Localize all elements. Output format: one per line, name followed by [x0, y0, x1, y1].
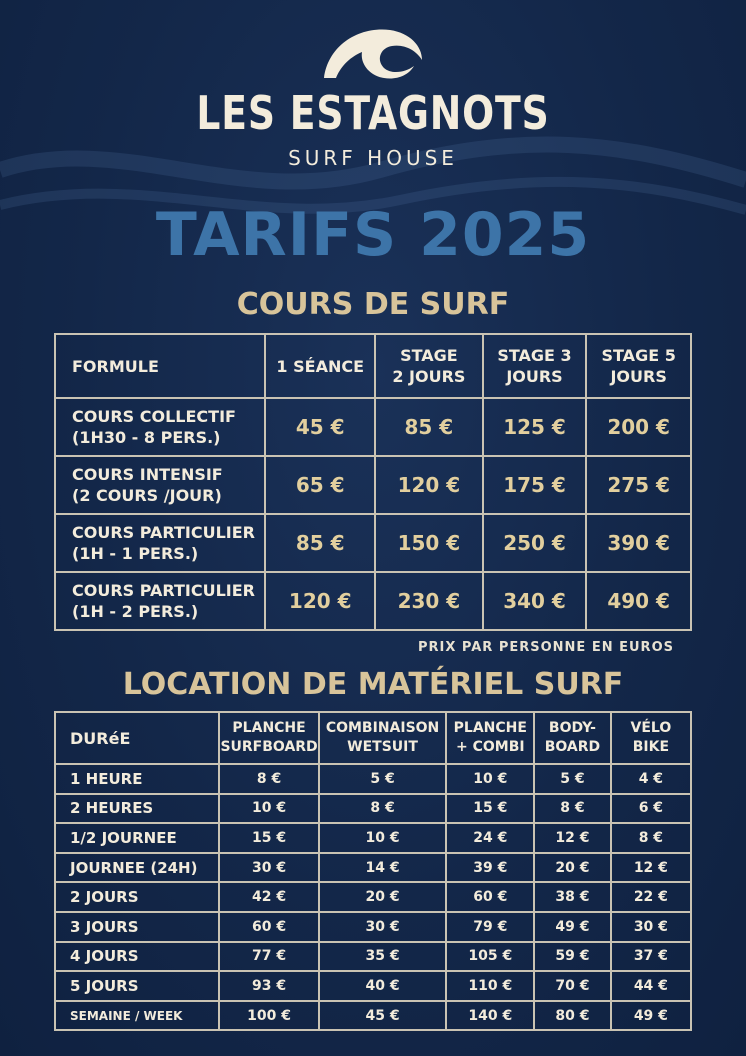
lesson-detail: (2 COURS /JOUR): [72, 486, 222, 505]
rental-section-title: LOCATION DE MATÉRIEL SURF: [122, 667, 624, 702]
table-row: [55, 764, 691, 794]
price-cell: 65 €: [265, 456, 375, 514]
price-cell: 39 €: [446, 853, 534, 883]
rental-header-cell: COMBINAISON WETSUIT: [319, 712, 447, 764]
price-cell: 80 €: [534, 1001, 611, 1031]
duration-cell: 1/2 JOURNEE: [55, 823, 219, 853]
price-cell: 12 €: [534, 823, 611, 853]
duration-cell: 5 JOURS: [55, 971, 219, 1001]
lessons-section-title: COURS DE SURF: [236, 287, 510, 322]
lessons-header-cell: STAGE 2 JOURS: [375, 334, 483, 398]
price-cell: 44 €: [611, 971, 691, 1001]
lesson-detail: (1H30 - 8 PERS.): [72, 428, 221, 447]
page-title: TARIFS 2025: [155, 200, 591, 270]
lesson-label: COURS COLLECTIF: [72, 407, 236, 426]
lessons-table: [54, 333, 692, 631]
price-cell: 340 €: [483, 572, 587, 630]
price-cell: 4 €: [611, 764, 691, 794]
price-cell: 175 €: [483, 456, 587, 514]
price-cell: 12 €: [611, 853, 691, 883]
price-cell: 10 €: [446, 764, 534, 794]
price-cell: 37 €: [611, 942, 691, 972]
price-cell: 20 €: [319, 882, 447, 912]
price-cell: 85 €: [265, 514, 375, 572]
rental-header-cell: BODY- BOARD: [534, 712, 611, 764]
price-cell: 93 €: [219, 971, 318, 1001]
price-cell: 10 €: [219, 794, 318, 824]
table-row: [55, 572, 691, 630]
rental-header-cell: DURéE: [55, 712, 219, 764]
price-cell: 49 €: [611, 1001, 691, 1031]
table-row: [55, 912, 691, 942]
table-row: [55, 971, 691, 1001]
brand-subtitle: SURF HOUSE: [288, 146, 458, 170]
lesson-detail: (1H - 2 PERS.): [72, 602, 199, 621]
price-cell: 8 €: [219, 764, 318, 794]
lesson-formula-cell: [55, 514, 265, 572]
lesson-formula-cell: [55, 456, 265, 514]
duration-cell: 4 JOURS: [55, 942, 219, 972]
price-cell: 30 €: [219, 853, 318, 883]
price-cell: 15 €: [219, 823, 318, 853]
price-cell: 14 €: [319, 853, 447, 883]
rental-header-cell: PLANCHE SURFBOARD: [219, 712, 318, 764]
price-cell: 38 €: [534, 882, 611, 912]
price-cell: 42 €: [219, 882, 318, 912]
duration-cell: 2 HEURES: [55, 794, 219, 824]
table-row: [55, 456, 691, 514]
duration-cell: 2 JOURS: [55, 882, 219, 912]
table-row: [55, 514, 691, 572]
price-cell: 77 €: [219, 942, 318, 972]
price-cell: 5 €: [319, 764, 447, 794]
price-cell: 30 €: [611, 912, 691, 942]
price-cell: 5 €: [534, 764, 611, 794]
lessons-header-row: [55, 334, 691, 398]
price-cell: 110 €: [446, 971, 534, 1001]
rental-table: [54, 711, 692, 1031]
table-row: [55, 398, 691, 456]
lesson-formula-cell: [55, 398, 265, 456]
price-cell: 20 €: [534, 853, 611, 883]
price-cell: 45 €: [265, 398, 375, 456]
lessons-header-cell: STAGE 3 JOURS: [483, 334, 587, 398]
lesson-label: COURS INTENSIF: [72, 465, 223, 484]
rental-header-row: [55, 712, 691, 764]
lessons-header-cell: FORMULE: [55, 334, 265, 398]
price-cell: 30 €: [319, 912, 447, 942]
price-cell: 120 €: [375, 456, 483, 514]
price-cell: 150 €: [375, 514, 483, 572]
price-cell: 70 €: [534, 971, 611, 1001]
table-row: [55, 1001, 691, 1031]
lesson-formula-cell: [55, 572, 265, 630]
price-cell: 49 €: [534, 912, 611, 942]
price-cell: 100 €: [219, 1001, 318, 1031]
price-cell: 140 €: [446, 1001, 534, 1031]
price-cell: 125 €: [483, 398, 587, 456]
duration-cell: 3 JOURS: [55, 912, 219, 942]
price-cell: 230 €: [375, 572, 483, 630]
price-cell: 8 €: [611, 823, 691, 853]
lessons-header-cell: 1 SÉANCE: [265, 334, 375, 398]
price-cell: 59 €: [534, 942, 611, 972]
price-cell: 120 €: [265, 572, 375, 630]
wave-logo-icon: [318, 22, 428, 82]
price-cell: 45 €: [319, 1001, 447, 1031]
price-cell: 490 €: [586, 572, 691, 630]
brand-name: LES ESTAGNOTS: [196, 86, 550, 140]
duration-cell: SEMAINE / WEEK: [55, 1001, 219, 1031]
price-cell: 8 €: [534, 794, 611, 824]
price-cell: 8 €: [319, 794, 447, 824]
lesson-label: COURS PARTICULIER: [72, 523, 255, 542]
lessons-header-cell: STAGE 5 JOURS: [586, 334, 691, 398]
price-cell: 79 €: [446, 912, 534, 942]
price-cell: 22 €: [611, 882, 691, 912]
price-cell: 40 €: [319, 971, 447, 1001]
lesson-detail: (1H - 1 PERS.): [72, 544, 199, 563]
price-cell: 275 €: [586, 456, 691, 514]
price-cell: 250 €: [483, 514, 587, 572]
duration-cell: 1 HEURE: [55, 764, 219, 794]
table-row: [55, 942, 691, 972]
rental-header-cell: VÉLO BIKE: [611, 712, 691, 764]
price-cell: 24 €: [446, 823, 534, 853]
price-cell: 390 €: [586, 514, 691, 572]
rental-header-cell: PLANCHE + COMBI: [446, 712, 534, 764]
lesson-label: COURS PARTICULIER: [72, 581, 255, 600]
table-row: [55, 794, 691, 824]
table-row: [55, 853, 691, 883]
price-cell: 200 €: [586, 398, 691, 456]
table-row: [55, 823, 691, 853]
table-row: [55, 882, 691, 912]
price-cell: 60 €: [446, 882, 534, 912]
price-cell: 10 €: [319, 823, 447, 853]
price-cell: 105 €: [446, 942, 534, 972]
price-cell: 15 €: [446, 794, 534, 824]
price-note: PRIX PAR PERSONNE EN EUROS: [417, 640, 674, 655]
price-cell: 6 €: [611, 794, 691, 824]
price-cell: 85 €: [375, 398, 483, 456]
logo: [0, 22, 746, 170]
price-cell: 35 €: [319, 942, 447, 972]
price-cell: 60 €: [219, 912, 318, 942]
duration-cell: JOURNEE (24H): [55, 853, 219, 883]
